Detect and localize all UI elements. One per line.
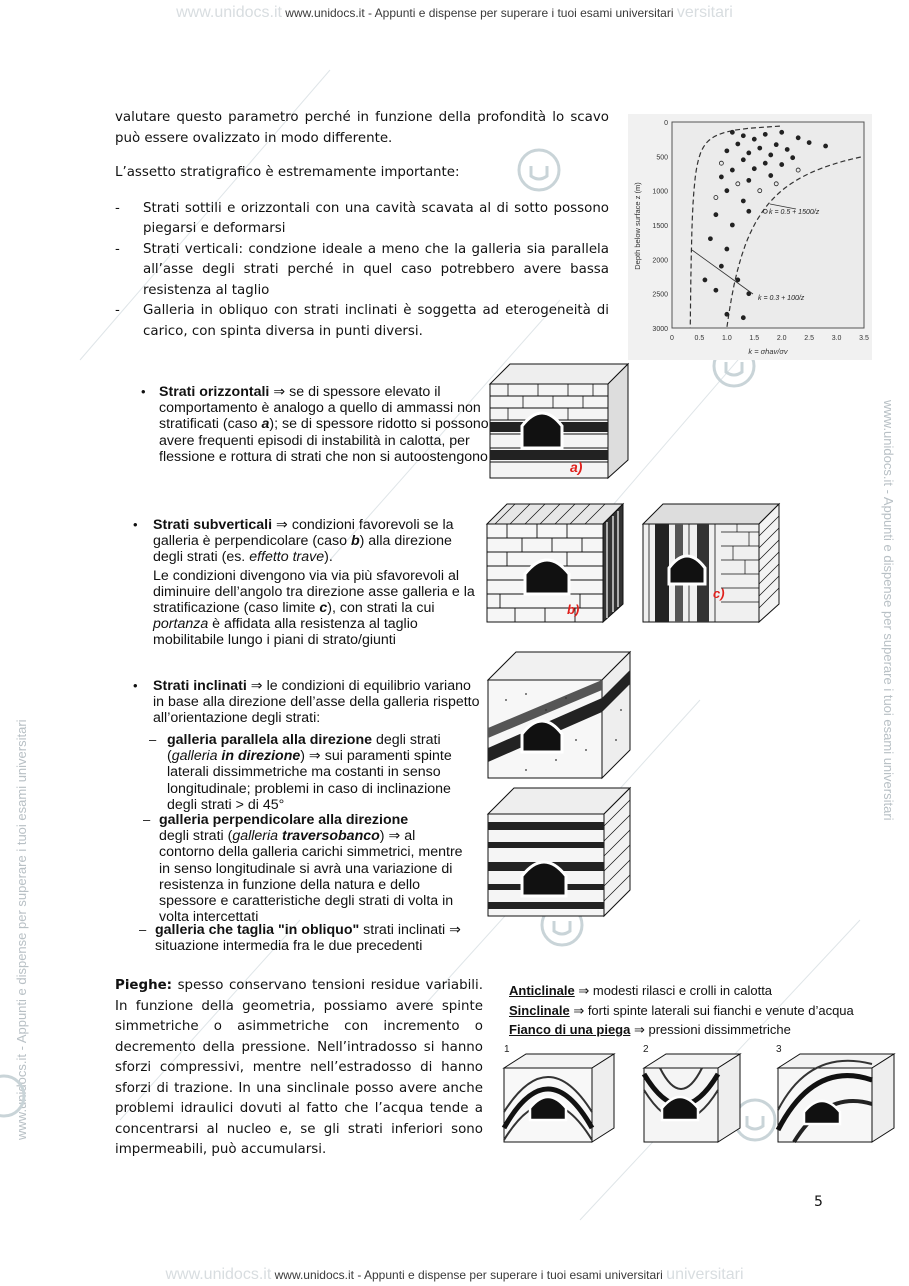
header-banner[interactable]: www.unidocs.it - Appunti e dispense per superare i tuoi esami universitari — [285, 6, 674, 20]
slide3-sub-3 — [139, 922, 462, 955]
upper-curve-label: k = 0.5 + 1500/z — [769, 209, 820, 216]
slide3-text: le condizioni di equilibrio variano in base alla direzione dell’asse della galleria rispetto all’orientazione degli strati: — [153, 678, 480, 727]
data-point — [747, 209, 751, 213]
x-tick-label: 2.0 — [776, 335, 787, 342]
data-point — [807, 141, 811, 145]
fold-number-2: 2 — [643, 1044, 649, 1055]
data-point — [796, 136, 800, 140]
data-point — [714, 288, 718, 292]
fold-number-3: 3 — [776, 1044, 782, 1055]
slide1-text-a: se di spessore elevato il comportamento è analogo a quello di ammassi non stratificati (caso — [159, 384, 481, 433]
data-point — [791, 156, 795, 160]
data-point — [785, 147, 789, 151]
slide2-title: Strati subverticali — [153, 517, 273, 533]
y-tick-label: 0 — [664, 120, 668, 127]
list-item: - Strati verticali: condzione ideale a meno che la galleria sia parallela all’asse degli strati perché in quel caso potrebbero avere bassa resistenza al taglio — [115, 240, 609, 302]
data-point — [719, 264, 723, 268]
dash-marker: – — [143, 812, 151, 827]
sub2-text-a: degli strati ( — [159, 828, 233, 845]
slide2-case-b: b — [350, 533, 360, 550]
data-point — [824, 144, 828, 148]
fold-item-sinclinale — [509, 1001, 909, 1021]
arrow-icon: ⇒ — [273, 384, 286, 400]
data-point — [719, 175, 723, 179]
data-point — [725, 247, 729, 251]
sub3-text: strati inclinati ⇒ situazione intermedia fra le due precedenti — [155, 922, 462, 955]
sub2-italic: galleria — [232, 828, 283, 845]
figure-inclined-parallel — [488, 652, 630, 778]
subvertical-strata-figures — [485, 502, 781, 624]
x-tick-label: 1.0 — [721, 335, 732, 342]
sub1-title: galleria parallela alla direzione — [167, 732, 373, 748]
anticlinale-figure — [504, 1054, 614, 1142]
footer-ghost-right: universitari — [666, 1266, 744, 1283]
anticlinale-text: ⇒ modesti rilasci e crolli in calotta — [574, 983, 773, 998]
data-point — [758, 146, 762, 150]
header-ghost-right: versitari — [676, 4, 733, 21]
data-point — [780, 130, 784, 134]
horizontal-strata-block-figure — [488, 362, 630, 480]
data-point — [752, 137, 756, 141]
slide-horizontal-strata — [141, 384, 489, 465]
figure-a-label: a) — [570, 459, 583, 475]
data-point — [769, 153, 773, 157]
footer-ghost-left: www.unidocs.it — [165, 1266, 272, 1283]
data-point — [708, 237, 712, 241]
folds-list — [509, 981, 909, 1040]
fold-figures — [500, 1040, 900, 1146]
data-point — [736, 278, 740, 282]
data-point — [769, 174, 773, 178]
slide3-sub-2 — [143, 812, 465, 926]
data-point — [774, 143, 778, 147]
data-point — [725, 149, 729, 153]
dash-marker: – — [149, 732, 157, 747]
fianco-piega-figure — [778, 1054, 894, 1142]
y-tick-label: 500 — [656, 154, 668, 162]
figure-inclined-perpendicular — [488, 788, 630, 916]
data-point — [747, 151, 751, 155]
intro-paragraph-1: valutare questo parametro perché in funzione della profondità lo scavo può essere ovalizzato in modo differente. — [115, 110, 609, 146]
chart-xlabel: k = σhav/σv — [748, 347, 788, 356]
slide2-text-a: condizioni favorevoli se la galleria è perpendicolare (caso — [153, 517, 454, 550]
fold-item-anticlinale — [509, 981, 909, 1001]
slide-inclined-strata — [133, 678, 485, 727]
sub1-italic-bold: in direzione — [221, 748, 301, 765]
x-tick-label: 3.5 — [859, 335, 869, 342]
sub2-text-b: ) ⇒ al contorno della galleria carichi simmetrici, mentre in senso longitudinale si avrà una variazione di resistenza in funzione della natura e dello spessore e caratteristiche degli strati di volta in volta intercettati — [159, 828, 463, 926]
data-point — [741, 158, 745, 162]
data-point — [763, 161, 767, 165]
data-point — [763, 132, 767, 136]
slide2-case-c: c — [319, 600, 328, 617]
x-tick-label: 0 — [670, 335, 674, 342]
data-point — [730, 168, 734, 172]
sinclinale-title: Sinclinale — [509, 1002, 570, 1018]
page-number: 5 — [814, 1194, 823, 1210]
sub3-title: galleria che taglia "in obliquo" — [155, 922, 360, 938]
slide1-title: Strati orizzontali — [159, 384, 270, 400]
header-ghost-left: www.unidocs.it — [176, 4, 282, 21]
sinclinale-text: ⇒ forti spinte laterali sui fianchi e venute d’acqua — [569, 1002, 854, 1018]
x-tick-label: 2.5 — [804, 335, 815, 342]
left-side-watermark: www.unidocs.it - Appunti e dispense per superare i tuoi esami universitari — [14, 719, 29, 1140]
sub1-text-b: ) ⇒ sui paramenti spinte laterali dissimmetriche ma costanti in senso longitudinale; problemi in caso di inclinazione degli strati > di 45° — [167, 748, 452, 813]
slide2-paragraph-2 — [153, 568, 485, 649]
depth-k-scatter-chart — [628, 114, 872, 360]
slide-subvertical-strata — [133, 517, 485, 649]
x-tick-label: 1.5 — [749, 335, 760, 342]
slide2-effetto: effetto trave — [249, 549, 325, 566]
sub2-title: galleria perpendicolare alla direzione — [159, 812, 409, 828]
data-point — [725, 312, 729, 316]
figure-c-label: c) — [713, 586, 725, 601]
list-item: - Strati sottili e orizzontali con una cavità scavata al di sotto possono piegarsi e deformarsi — [115, 199, 609, 240]
slide2-para2-c: è affidata alla resistenza al taglio mobilitabile lungo i piani di strato/giunti — [153, 616, 418, 649]
data-point — [747, 178, 751, 182]
y-tick-label: 2000 — [652, 257, 668, 265]
data-point — [730, 130, 734, 134]
slide2-para2-a: Le condizioni divengono via via più sfavorevoli al diminuire dell’angolo tra direzione asse galleria e la stratificazione (caso limite — [153, 567, 475, 617]
y-tick-label: 1000 — [652, 188, 668, 196]
pieghe-title: Pieghe: — [115, 978, 173, 993]
page-footer — [0, 1266, 909, 1284]
fianco-text: ⇒ pressioni dissimmetriche — [630, 1022, 791, 1037]
intro-bullet-list — [115, 199, 609, 343]
data-point — [703, 278, 707, 282]
footer-banner[interactable]: www.unidocs.it - Appunti e dispense per superare i tuoi esami universitari — [274, 1268, 663, 1282]
slide1-text-b: ); se di spessore ridotto si possono avere frequenti episodi di instabilità in calotta, per flessione e rottura di strati che non si autoostengono — [159, 416, 489, 465]
slide2-text-c: ). — [324, 549, 333, 566]
data-point — [714, 213, 718, 217]
sub1-text-a: degli strati ( — [167, 732, 441, 765]
arrow-icon: ⇒ — [250, 678, 263, 694]
x-tick-label: 0.5 — [694, 335, 705, 342]
sub2-italic-bold: traversobanco — [282, 828, 380, 845]
figure-b-block — [487, 504, 623, 622]
list-item: - Galleria in obliquo con strati inclinati è soggetta ad eterogeneità di carico, con spinta diversa in punti diversi. — [115, 301, 609, 342]
dash-marker: – — [139, 922, 147, 937]
fianco-title: Fianco di una piega — [509, 1022, 631, 1037]
anticlinale-title: Anticlinale — [509, 983, 575, 998]
data-point — [741, 199, 745, 203]
arrow-icon: ⇒ — [276, 517, 288, 533]
fold-item-fianco — [509, 1020, 909, 1040]
slide2-text-b: ) alla direzione degli strati (es. — [153, 533, 452, 566]
slide2-para2-b: ), con strati la cui — [327, 600, 435, 617]
chart-ylabel: Depth below surface z (m) — [633, 182, 642, 270]
data-point — [730, 223, 734, 227]
slide1-case-a: a — [261, 416, 270, 433]
intro-paragraph-2: L’assetto stratigrafico è estremamente importante: — [115, 165, 460, 180]
bullet-dot: • — [133, 678, 138, 693]
x-tick-label: 3.0 — [831, 335, 842, 342]
y-tick-label: 2500 — [652, 291, 668, 299]
slide3-sub-1 — [149, 732, 473, 813]
bullet-dot: • — [141, 384, 146, 399]
figure-c-block — [643, 504, 779, 622]
bullet-dot: • — [133, 517, 138, 532]
inclined-strata-figures — [486, 650, 632, 920]
sub1-italic: galleria — [171, 748, 222, 765]
data-point — [741, 316, 745, 320]
y-tick-label: 3000 — [652, 326, 668, 333]
slide2-portanza: portanza — [153, 616, 209, 633]
sinclinale-figure — [644, 1054, 740, 1142]
data-point — [752, 167, 756, 171]
intro-section — [115, 108, 609, 342]
y-tick-label: 1500 — [652, 223, 668, 230]
data-point — [725, 189, 729, 193]
fold-number-1: 1 — [504, 1044, 510, 1055]
slide3-title: Strati inclinati — [153, 678, 247, 694]
right-side-watermark: www.unidocs.it - Appunti e dispense per superare i tuoi esami universitari — [881, 400, 896, 821]
pieghe-text: spesso conservano tensioni residue variabili. In funzione della geometria, possiamo avere spinte simmetriche o asimmetriche con incremento o decremento della pressione. Nell’intradosso si hanno sforzi compressivi, mentre nell’estradosso di hanno sforzi di trazione. In una sinclinale posso avere anche problemi idraulici dovuti al fatto che l’acqua tende a concentrarsi al nucleo e, se gli strati inferiori sono impermeabili, può accumularsi. — [115, 978, 483, 1157]
data-point — [736, 142, 740, 146]
data-point — [780, 163, 784, 167]
pieghe-paragraph — [115, 976, 483, 1161]
figure-b-label: b) — [567, 602, 580, 617]
data-point — [741, 134, 745, 138]
lower-curve-label: k = 0.3 + 100/z — [758, 295, 805, 302]
